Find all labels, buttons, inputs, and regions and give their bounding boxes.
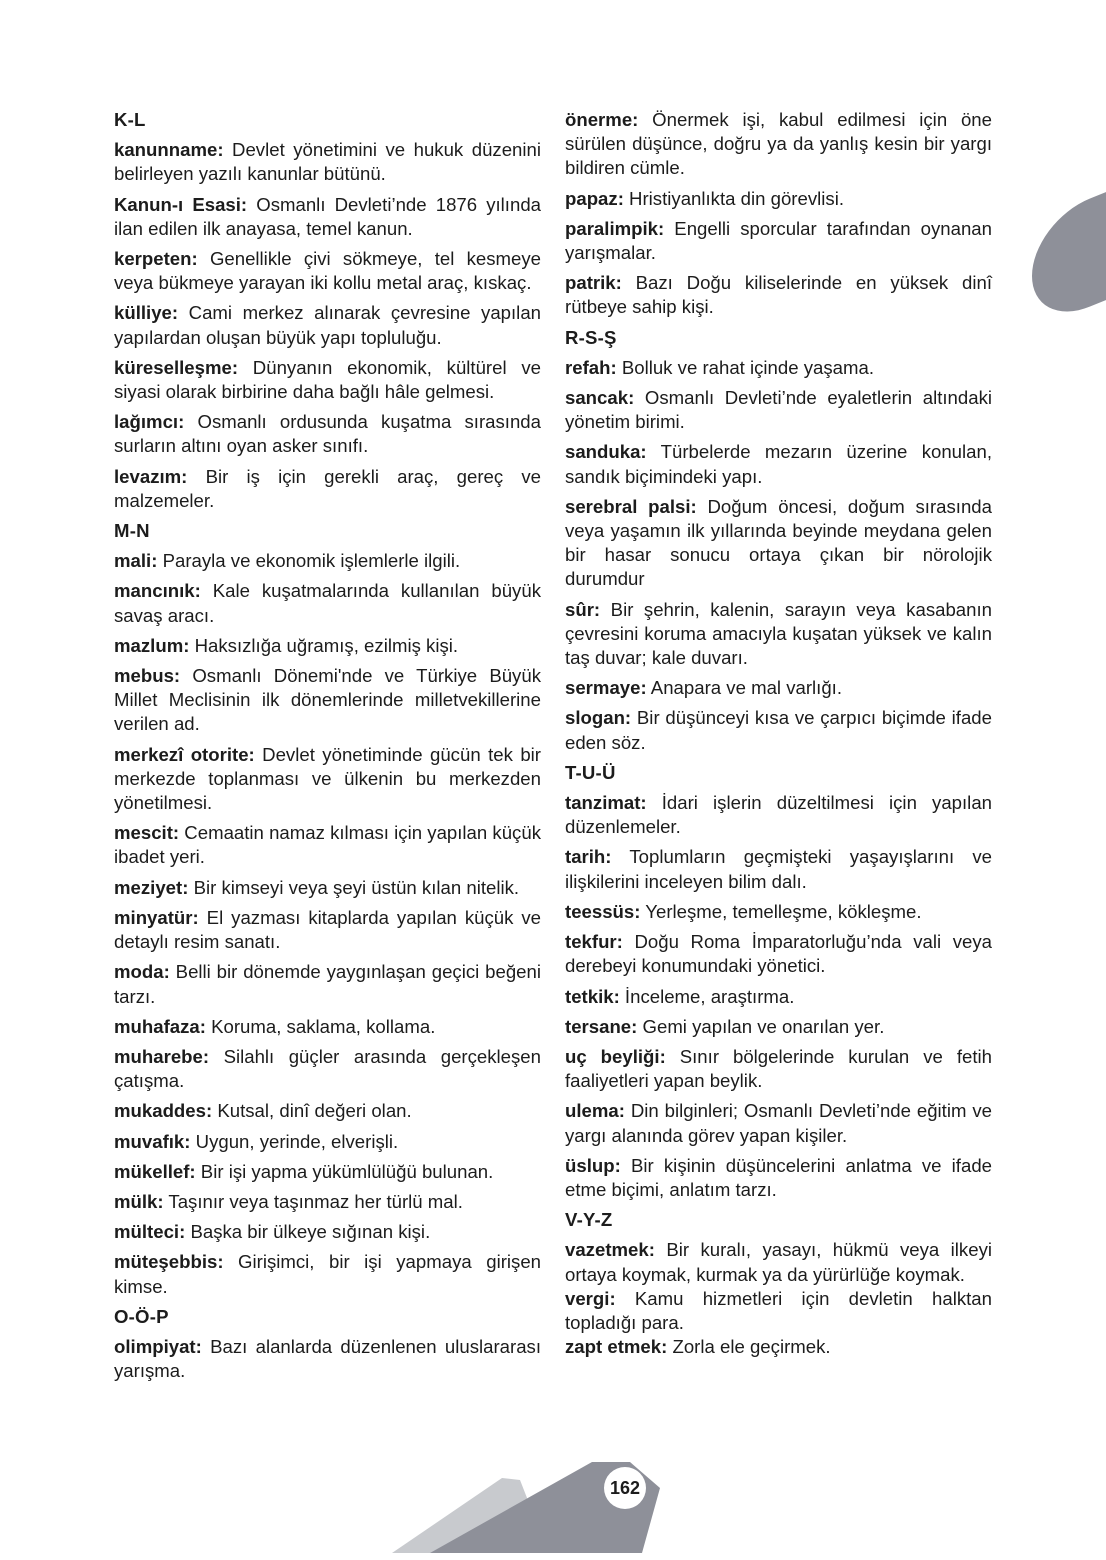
glossary-definition: Uygun, yerinde, elverişli. — [190, 1130, 399, 1152]
glossary-definition: Kale kuşatmalarında kullanılan büyük savaş aracı. — [114, 580, 541, 626]
glossary-definition: Toplumların geçmişteki yaşayışlarını ve ilişkilerini inceleyen bilim dalı. — [565, 846, 992, 892]
glossary-term: olimpiyat: — [114, 1335, 202, 1357]
glossary-term: teessüs: — [565, 900, 641, 922]
glossary-definition: Doğu Roma İmparatorluğu’nda vali veya derebeyi konumundaki yönetici. — [565, 931, 992, 977]
glossary-entry — [565, 1335, 992, 1359]
glossary-entry — [565, 108, 992, 181]
glossary-term: patrik: — [565, 272, 622, 294]
glossary-definition: Engelli sporcular tarafından oynanan yarışmalar. — [565, 217, 992, 264]
glossary-definition: İdari işlerin düzeltilmesi için yapılan düzenlemeler. — [565, 792, 992, 838]
side-tab-decoration — [1032, 169, 1106, 330]
glossary-entry — [565, 985, 992, 1009]
glossary-entry — [565, 217, 992, 265]
glossary-definition: Bir kişinin düşüncelerini anlatma ve ifade etme biçimi, anlatım tarzı. — [565, 1154, 992, 1200]
glossary-entry — [565, 271, 992, 319]
glossary-definition: Bazı alanlarda düzenlenen uluslararası yarışma. — [114, 1335, 541, 1382]
glossary-term: refah: — [565, 356, 617, 378]
glossary-entry — [114, 1130, 541, 1154]
glossary-entry — [565, 1099, 992, 1147]
glossary-term: mukaddes: — [114, 1100, 213, 1122]
glossary-term: meziyet: — [114, 876, 189, 898]
glossary-term: tekfur: — [565, 931, 623, 953]
glossary-definition: Kamu hizmetleri için devletin halktan topladığı para. — [565, 1287, 992, 1333]
glossary-term: sermaye: — [565, 677, 647, 699]
section-heading: R-S-Ş — [565, 326, 617, 348]
glossary-definition: Anapara ve mal varlığı. — [646, 677, 843, 699]
glossary-term: tersane: — [565, 1015, 638, 1037]
glossary-entry — [114, 193, 541, 241]
glossary-entry — [114, 247, 541, 295]
glossary-entry — [114, 1099, 541, 1123]
glossary-entry — [565, 386, 992, 434]
glossary-term: vazetmek: — [565, 1239, 655, 1261]
glossary-term: önerme: — [565, 109, 639, 130]
glossary-entry — [114, 549, 541, 573]
glossary-entry — [565, 900, 992, 924]
glossary-entry — [114, 664, 541, 737]
glossary-entry — [565, 706, 992, 754]
glossary-term: merkezî otorite: — [114, 743, 255, 765]
glossary-left-column — [114, 108, 541, 1389]
glossary-entry — [114, 1190, 541, 1214]
glossary-term: küreselleşme: — [114, 356, 239, 378]
glossary-definition: Girişimci, bir işi yapmaya girişen kimse. — [114, 1251, 541, 1297]
glossary-entry — [114, 410, 541, 458]
glossary-definition: Türbelerde mezarın üzerine konulan, sandık biçimindeki yapı. — [565, 441, 992, 487]
glossary-entry — [565, 1287, 992, 1335]
glossary-definition: El yazması kitaplarda yapılan küçük ve detaylı resim sanatı. — [114, 906, 541, 953]
glossary-definition: Cemaatin namaz kılması için yapılan küçük ibadet yeri. — [114, 822, 541, 868]
glossary-term: lağımcı: — [114, 411, 185, 433]
glossary-term: Kanun-ı Esasi: — [114, 193, 248, 215]
glossary-definition: Zorla ele geçirmek. — [667, 1336, 831, 1358]
glossary-entry — [114, 906, 541, 954]
glossary-definition: Önermek işi, kabul edilmesi için öne sürülen düşünce, doğru ya da yanlış kesin bir yargı bildiren cümle. — [565, 109, 992, 179]
section-heading: K-L — [114, 109, 146, 130]
glossary-definition: Bir kuralı, yasayı, hükmü veya ilkeyi ortaya koymak, kurmak ya da yürürlüğe koymak. — [565, 1239, 992, 1285]
glossary-entry — [565, 1154, 992, 1202]
glossary-entry — [114, 465, 541, 513]
glossary-entry — [114, 821, 541, 869]
glossary-term: zapt etmek: — [565, 1336, 668, 1358]
glossary-definition: Taşınır veya taşınmaz her türlü mal. — [163, 1190, 463, 1212]
glossary-definition: Bir düşünceyi kısa ve çarpıcı biçimde ifade eden söz. — [565, 707, 992, 753]
glossary-entry — [114, 1220, 541, 1244]
glossary-term: ulema: — [565, 1100, 625, 1122]
glossary-term: mülk: — [114, 1190, 164, 1212]
glossary-term: uç beyliği: — [565, 1045, 666, 1067]
glossary-entry — [565, 598, 992, 671]
glossary-term: muharebe: — [114, 1045, 210, 1067]
glossary-definition: Bolluk ve rahat içinde yaşama. — [616, 356, 875, 378]
glossary-entry — [565, 356, 992, 380]
glossary-term: kanunname: — [114, 139, 224, 161]
glossary-definition: Gemi yapılan ve onarılan yer. — [637, 1015, 885, 1037]
glossary-term: sanduka: — [565, 441, 647, 463]
glossary-term: mebus: — [114, 665, 181, 687]
glossary-term: sancak: — [565, 387, 635, 409]
glossary-definition: Silahlı güçler arasında gerçekleşen çatışma. — [114, 1045, 541, 1092]
glossary-term: kerpeten: — [114, 248, 198, 270]
glossary-term: mancınık: — [114, 580, 201, 602]
glossary-term: üslup: — [565, 1154, 621, 1176]
glossary-definition: Bazı Doğu kiliselerinde en yüksek dinî rütbeye sahip kişi. — [565, 272, 992, 318]
glossary-definition: Genellikle çivi sökmeye, tel kesmeye veya bükmeye yarayan iki kollu metal araç, kıskaç. — [114, 248, 541, 294]
glossary-entry — [114, 1250, 541, 1298]
glossary-definition: Dünyanın ekonomik, kültürel ve siyasi olarak birbirine daha bağlı hâle gelmesi. — [114, 356, 541, 403]
glossary-definition: Osmanlı ordusunda kuşatma sırasında surların altını oyan asker sınıfı. — [114, 411, 541, 457]
glossary-term: mali: — [114, 550, 158, 572]
glossary-definition: Sınır bölgelerinde kurulan ve fetih faaliyetleri yapan beylik. — [565, 1045, 992, 1092]
glossary-definition: Devlet yönetiminde gücün tek bir merkezde toplanması ve ülkenin bu merkezden yönetilmesi. — [114, 743, 541, 814]
glossary-definition: Kutsal, dinî değeri olan. — [212, 1100, 412, 1122]
glossary-entry — [114, 356, 541, 404]
glossary-term: levazım: — [114, 465, 188, 487]
glossary-term: moda: — [114, 961, 170, 983]
glossary-definition: Osmanlı Devleti’nde 1876 yılında ilan edilen ilk anayasa, temel kanun. — [114, 193, 542, 239]
glossary-definition: Bir kimseyi veya şeyi üstün kılan nitelik. — [188, 876, 520, 898]
glossary-entry — [114, 743, 541, 816]
glossary-definition: Cami merkez alınarak çevresine yapılan yapılardan oluşan büyük yapı topluluğu. — [114, 302, 541, 348]
glossary-entry — [565, 791, 992, 839]
glossary-right-column — [565, 108, 992, 1365]
glossary-term: slogan: — [565, 707, 632, 729]
glossary-definition: Bir şehrin, kalenin, sarayın veya kasabanın çevresini koruma amacıyla kuşatan yüksek ve kalın taş duvar; kale duvarı. — [565, 598, 992, 669]
glossary-entry — [114, 138, 541, 186]
glossary-entry — [114, 1335, 541, 1383]
glossary-entry — [114, 1015, 541, 1039]
glossary-definition: Hristiyanlıkta din görevlisi. — [623, 187, 844, 209]
glossary-entry — [565, 930, 992, 978]
glossary-term: mükellef: — [114, 1160, 196, 1182]
glossary-term: tanzimat: — [565, 792, 647, 814]
glossary-entry — [565, 187, 992, 211]
glossary-definition: Devlet yönetimini ve hukuk düzenini belirleyen yazılı kanunlar bütünü. — [114, 139, 541, 185]
glossary-definition: Din bilginleri; Osmanlı Devleti’nde eğitim ve yargı alanında görev yapan kişiler. — [565, 1100, 992, 1146]
glossary-term: mazlum: — [114, 634, 190, 656]
footer-decoration — [0, 1440, 1106, 1560]
glossary-entry — [565, 845, 992, 893]
glossary-definition: Yerleşme, temelleşme, kökleşme. — [640, 900, 922, 922]
glossary-entry — [114, 1045, 541, 1093]
glossary-definition: Osmanlı Dönemi'nde ve Türkiye Büyük Millet Meclisinin ilk dönemlerinde milletvekillerine verilen ad. — [114, 665, 541, 735]
glossary-definition: Doğum öncesi, doğum sırasında veya yaşamın ilk yıllarında beyinde meydana gelen bir hasar sonucu ortaya çıkan bir nörolojik durumdur — [565, 495, 992, 590]
glossary-term: tetkik: — [565, 985, 620, 1007]
glossary-entry — [565, 495, 992, 592]
section-heading: T-U-Ü — [565, 761, 616, 783]
glossary-definition: Osmanlı Devleti’nde eyaletlerin altındaki yönetim birimi. — [565, 387, 992, 433]
glossary-definition: Başka bir ülkeye sığınan kişi. — [185, 1221, 431, 1243]
glossary-entry — [114, 634, 541, 658]
glossary-entry — [114, 876, 541, 900]
glossary-entry — [114, 579, 541, 627]
glossary-definition: Belli bir dönemde yaygınlaşan geçici beğeni tarzı. — [114, 961, 541, 1007]
glossary-entry — [114, 1160, 541, 1184]
glossary-term: vergi: — [565, 1287, 616, 1309]
glossary-term: muhafaza: — [114, 1015, 206, 1037]
glossary-term: sûr: — [565, 598, 601, 620]
glossary-entry — [565, 1015, 992, 1039]
glossary-entry — [565, 440, 992, 488]
glossary-entry — [114, 960, 541, 1008]
glossary-term: mülteci: — [114, 1221, 186, 1243]
glossary-term: papaz: — [565, 187, 624, 209]
glossary-term: muvafık: — [114, 1130, 191, 1152]
glossary-entry — [114, 301, 541, 349]
glossary-definition: Haksızlığa uğramış, ezilmiş kişi. — [189, 634, 459, 656]
glossary-term: tarih: — [565, 846, 612, 868]
glossary-term: minyatür: — [114, 906, 199, 928]
glossary-entry — [565, 676, 992, 700]
section-heading: V-Y-Z — [565, 1209, 613, 1231]
page-number: 162 — [604, 1467, 646, 1509]
glossary-term: serebral palsi: — [565, 495, 697, 517]
glossary-entry — [565, 1238, 992, 1286]
glossary-definition: Parayla ve ekonomik işlemlerle ilgili. — [157, 550, 461, 572]
section-heading: O-Ö-P — [114, 1305, 169, 1327]
glossary-definition: İnceleme, araştırma. — [619, 985, 795, 1007]
glossary-entry — [565, 1045, 992, 1093]
glossary-term: mescit: — [114, 822, 180, 844]
section-heading: M-N — [114, 520, 150, 542]
glossary-term: müteşebbis: — [114, 1251, 224, 1273]
glossary-definition: Bir iş için gerekli araç, gereç ve malzemeler. — [114, 465, 541, 511]
glossary-definition: Bir işi yapma yükümlülüğü bulunan. — [195, 1160, 494, 1182]
glossary-term: paralimpik: — [565, 217, 665, 239]
glossary-term: külliye: — [114, 302, 179, 324]
glossary-definition: Koruma, saklama, kollama. — [205, 1015, 436, 1037]
